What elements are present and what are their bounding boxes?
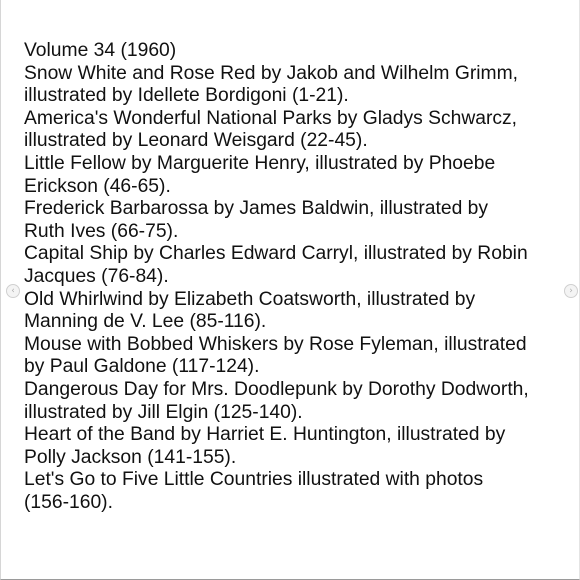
text-line: Frederick Barbarossa by James Baldwin, illustrated by (24, 198, 489, 220)
text-line: illustrated by Jill Elgin (125-140). (24, 401, 303, 423)
text-line: Erickson (46-65). (24, 175, 171, 197)
chevron-right-icon[interactable]: › (564, 284, 578, 298)
text-line: Polly Jackson (141-155). (24, 446, 237, 468)
text-line: by Paul Galdone (117-124). (24, 356, 260, 378)
text-line: illustrated by Leonard Weisgard (22-45). (24, 130, 368, 152)
text-line: Dangerous Day for Mrs. Doodlepunk by Dorothy Dodworth, (24, 378, 529, 400)
text-line: Old Whirlwind by Elizabeth Coatsworth, illustrated by (24, 288, 476, 310)
text-line: Little Fellow by Marguerite Henry, illustrated by Phoebe (24, 152, 496, 174)
text-line: illustrated by Idellete Bordigoni (1-21). (24, 85, 349, 107)
text-line: Mouse with Bobbed Whiskers by Rose Fyleman, illustrated (24, 333, 527, 355)
text-line: Manning de V. Lee (85-116). (24, 311, 267, 333)
text-line: America's Wonderful National Parks by Gladys Schwarcz, (24, 107, 518, 129)
text-line: Let's Go to Five Little Countries illustrated with photos (24, 469, 484, 491)
text-line: Snow White and Rose Red by Jakob and Wilhelm Grimm, (24, 62, 519, 84)
text-line: Capital Ship by Charles Edward Carryl, illustrated by Robin (24, 243, 528, 265)
text-line: Ruth Ives (66-75). (24, 220, 179, 242)
text-line: (156-160). (24, 491, 113, 513)
chevron-left-icon[interactable]: ‹ (6, 284, 20, 298)
text-line: Volume 34 (1960) (24, 40, 177, 61)
text-line: Jacques (76-84). (24, 265, 169, 287)
post-text (24, 40, 576, 514)
text-line: Heart of the Band by Harriet E. Huntington, illustrated by (24, 424, 506, 446)
